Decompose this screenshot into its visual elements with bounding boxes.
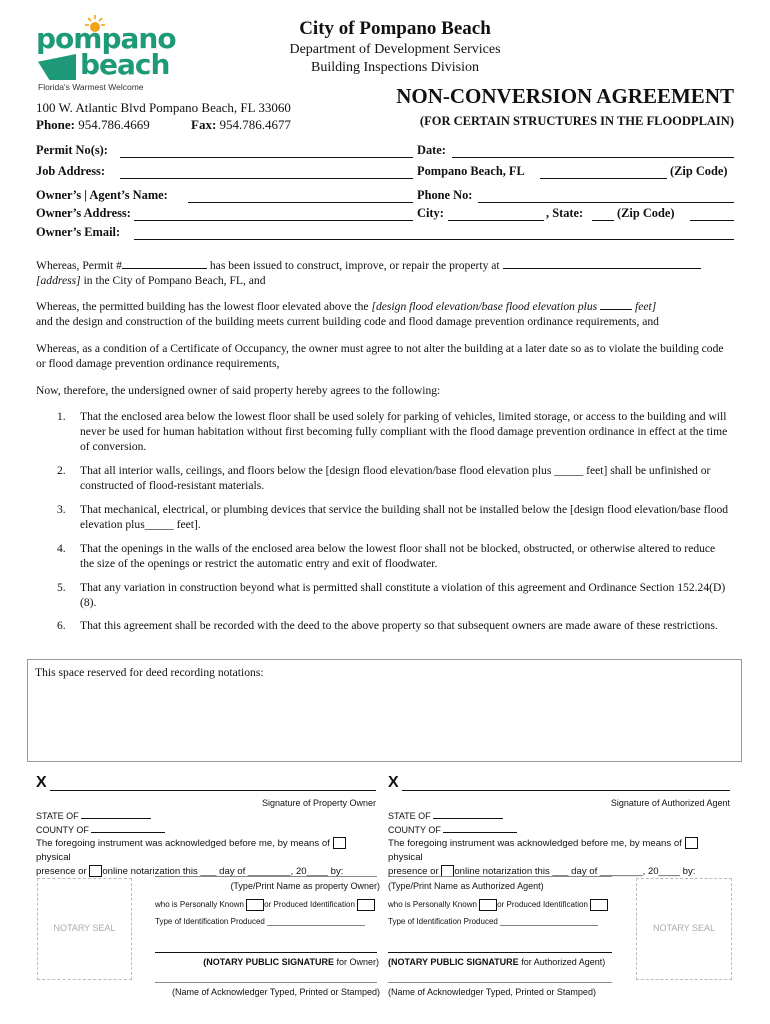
logo-tagline: Florida's Warmest Welcome: [38, 82, 144, 92]
whereas-permit-b: has been issued to construct, improve, or repair the property at: [209, 259, 500, 272]
owner-signature-line[interactable]: [50, 790, 376, 791]
agent-signature-x: X: [388, 774, 399, 791]
id-checkbox[interactable]: [357, 899, 375, 911]
owner-print-name-line[interactable]: [155, 876, 377, 877]
city-state-label: Pompano Beach, FL: [417, 164, 525, 178]
county-of-input[interactable]: [91, 832, 165, 833]
whereas-elevated: [36, 299, 736, 329]
item-text: That the enclosed area below the lowest floor shall be used solely for parking of vehicles, limited storage, or access to the building and will never be used for human habitation without first becoming fully compliant with the flood damage prevention ordinance in effect at the time of conversion.: [80, 410, 728, 453]
owner-name-label: Owner’s | Agent’s Name:: [36, 188, 168, 202]
zip2-input[interactable]: [690, 220, 734, 221]
deed-recording-box[interactable]: [27, 659, 742, 762]
form-title: NON-CONVERSION AGREEMENT: [396, 84, 734, 108]
phone-line: [36, 117, 150, 133]
elevation-placeholder: [design flood elevation/base flood elevation plus: [371, 300, 598, 313]
list-item: [57, 618, 737, 648]
acknowledger-caption-right: (Name of Acknowledger Typed, Printed or Stamped): [388, 987, 596, 997]
item-number: 3.: [57, 503, 66, 516]
list-item: [57, 541, 737, 571]
job-address-input[interactable]: [120, 178, 413, 179]
owner-signature-caption: Signature of Property Owner: [261, 798, 376, 808]
zip-label: (Zip Code): [670, 164, 728, 178]
notary-signature-line-right[interactable]: [388, 952, 612, 953]
item-text: That mechanical, electrical, or plumbing devices that service the building shall not be installed below the [design flood elevation/base flood elevation plus_____ feet].: [80, 503, 729, 531]
agent-signature-caption: Signature of Authorized Agent: [610, 798, 730, 808]
item-text: That the openings in the walls of the enclosed area below the lowest floor shall not be blocked, obstructed, or otherwise altered to reduce the size of the openings or restrict the automatic entry and exit of floodwater.: [80, 542, 716, 570]
owner-signature-x: X: [36, 774, 47, 791]
known-label: who is Personally Known: [388, 900, 477, 910]
whereas-permit: [36, 258, 736, 288]
department: Department of Development Services: [289, 42, 501, 57]
notary-seal-right: [636, 878, 732, 980]
id-type-left: Type of Identification Produced ______________________: [155, 917, 365, 926]
online-checkbox[interactable]: [89, 865, 102, 877]
item-number: 2.: [57, 464, 66, 477]
phone-value: 954.786.4669: [78, 117, 150, 132]
item-number: 6.: [57, 619, 66, 632]
agent-print-name-line[interactable]: [388, 876, 612, 877]
state-of-label: STATE OF: [388, 811, 431, 821]
agent-signature-line[interactable]: [402, 790, 730, 791]
whereas-elevated-d: and the design and construction of the building meets current building code and flood damage prevention ordinance requirements, and: [36, 315, 659, 328]
notary-signature-line-left[interactable]: [155, 952, 377, 953]
list-item: [57, 580, 737, 610]
or-id-label: or Produced Identification: [497, 900, 588, 910]
owner-name-input[interactable]: [188, 202, 413, 203]
elevation-feet-blank[interactable]: [600, 309, 632, 310]
city-input[interactable]: [448, 220, 544, 221]
physical-label: physical: [36, 852, 71, 863]
state-input[interactable]: [592, 220, 614, 221]
online-label: online notarization this ___ day of ________, 20____ by:: [454, 866, 696, 877]
known-left: [155, 899, 375, 911]
notary-signature-tail: for Owner): [336, 957, 379, 967]
or-id-label: or Produced Identification: [264, 900, 355, 910]
form-subtitle: (FOR CERTAIN STRUCTURES IN THE FLOODPLAIN): [419, 114, 734, 128]
permit-number-blank[interactable]: [122, 268, 207, 269]
now-therefore: Now, therefore, the undersigned owner of said property hereby agrees to the following:: [36, 384, 441, 397]
physical-checkbox[interactable]: [333, 837, 346, 849]
acknowledger-caption-left: (Name of Acknowledger Typed, Printed or Stamped): [172, 987, 380, 997]
online-label: online notarization this ___ day of ________, 20____ by:: [102, 866, 344, 877]
county-of-label: COUNTY OF: [388, 825, 441, 835]
list-item: [57, 463, 737, 493]
date-label: Date:: [417, 143, 446, 157]
agent-print-name-caption: (Type/Print Name as Authorized Agent): [388, 881, 544, 891]
known-checkbox[interactable]: [246, 899, 264, 911]
state-of-input[interactable]: [81, 818, 151, 819]
state-of-label: STATE OF: [36, 811, 79, 821]
list-item: [57, 409, 737, 454]
whereas-permit-d: in the City of Pompano Beach, FL, and: [83, 274, 266, 287]
state-of-left: [36, 811, 151, 821]
deed-recording-label: This space reserved for deed recording notations:: [35, 666, 264, 679]
notary-signature-tail: for Authorized Agent): [521, 957, 606, 967]
item-number: 1.: [57, 410, 66, 423]
whereas-elevated-a: Whereas, the permitted building has the lowest floor elevated above the: [36, 300, 369, 313]
owner-address-input[interactable]: [134, 220, 413, 221]
division: Building Inspections Division: [311, 60, 479, 75]
owner-print-name-caption: (Type/Print Name as property Owner): [230, 881, 380, 891]
item-number: 4.: [57, 542, 66, 555]
notary-signature-bold: (NOTARY PUBLIC SIGNATURE: [388, 957, 519, 967]
acknowledger-line-right[interactable]: [388, 982, 612, 983]
fax-value: 954.786.4677: [219, 117, 292, 132]
ack-text: The foregoing instrument was acknowledged before me, by means of: [388, 838, 682, 849]
fax-line: [191, 117, 291, 133]
notary-seal-label: NOTARY SEAL: [53, 923, 116, 933]
email-label: Owner’s Email:: [36, 225, 121, 239]
list-item: [57, 502, 737, 532]
email-input[interactable]: [134, 239, 734, 240]
date-input[interactable]: [452, 157, 734, 158]
county-of-right: [388, 825, 517, 835]
city-label: City:: [417, 206, 444, 220]
permit-label: Permit No(s):: [36, 143, 108, 157]
item-number: 5.: [57, 581, 66, 594]
acknowledger-line-left[interactable]: [155, 982, 377, 983]
property-address-blank[interactable]: [503, 268, 701, 269]
owner-address-label: Owner’s Address:: [36, 206, 131, 220]
item-text: That this agreement shall be recorded with the deed to the above property so that subsequent owners are made aware of these restrictions.: [80, 619, 718, 632]
item-text: That any variation in construction beyond what is permitted shall constitute a violation of this agreement and Ordinance Section 152.24(D)(8).: [80, 581, 726, 609]
state-label: , State:: [546, 206, 584, 220]
notary-signature-caption-right: [388, 957, 605, 967]
zip-input[interactable]: [540, 178, 667, 179]
physical-label: physical: [388, 852, 423, 863]
phone-no-input[interactable]: [478, 202, 734, 203]
known-checkbox[interactable]: [479, 899, 497, 911]
notary-seal-left: [37, 878, 132, 980]
logo-word-beach: beach: [80, 48, 170, 81]
state-of-right: [388, 811, 503, 821]
ack-text: The foregoing instrument was acknowledged before me, by means of: [36, 838, 330, 849]
state-of-input[interactable]: [433, 818, 503, 819]
physical-checkbox[interactable]: [685, 837, 698, 849]
county-of-left: [36, 825, 165, 835]
notary-signature-caption-left: [160, 957, 379, 967]
id-checkbox[interactable]: [590, 899, 608, 911]
notary-seal-label: NOTARY SEAL: [652, 923, 716, 933]
county-of-input[interactable]: [443, 832, 517, 833]
fax-label: Fax:: [191, 117, 217, 132]
id-type-right: Type of Identification Produced ______________________: [388, 917, 598, 926]
zip2-label: (Zip Code): [617, 206, 675, 220]
phone-no-label: Phone No:: [417, 188, 473, 202]
city-name: City of Pompano Beach: [299, 18, 491, 39]
phone-label: Phone:: [36, 117, 75, 132]
presence-or-label: presence or: [388, 866, 439, 877]
office-address: 100 W. Atlantic Blvd Pompano Beach, FL 33060: [36, 100, 291, 115]
presence-or-label: presence or: [36, 866, 87, 877]
known-label: who is Personally Known: [155, 900, 244, 910]
county-of-label: COUNTY OF: [36, 825, 89, 835]
ack-left: [36, 837, 381, 879]
address-placeholder: [address]: [36, 274, 81, 287]
logo-word-pompano: pompano: [36, 22, 176, 55]
ack-right: [388, 837, 733, 879]
elevation-feet-label: feet]: [635, 300, 657, 313]
whereas-permit-a: Whereas, Permit #: [36, 259, 122, 272]
known-right: [388, 899, 608, 911]
job-address-label: Job Address:: [36, 164, 105, 178]
permit-input[interactable]: [120, 157, 413, 158]
whereas-occupancy: Whereas, as a condition of a Certificate of Occupancy, the owner must agree to not alter the building at a later date so as to violate the building code or flood damage prevention ordinance requirements,: [36, 342, 724, 370]
item-text: That all interior walls, ceilings, and floors below the [design flood elevation/base flood elevation plus _____ feet] shall be unfinished or constructed of flood-resistant materials.: [80, 464, 711, 492]
notary-signature-bold: (NOTARY PUBLIC SIGNATURE: [203, 957, 334, 967]
